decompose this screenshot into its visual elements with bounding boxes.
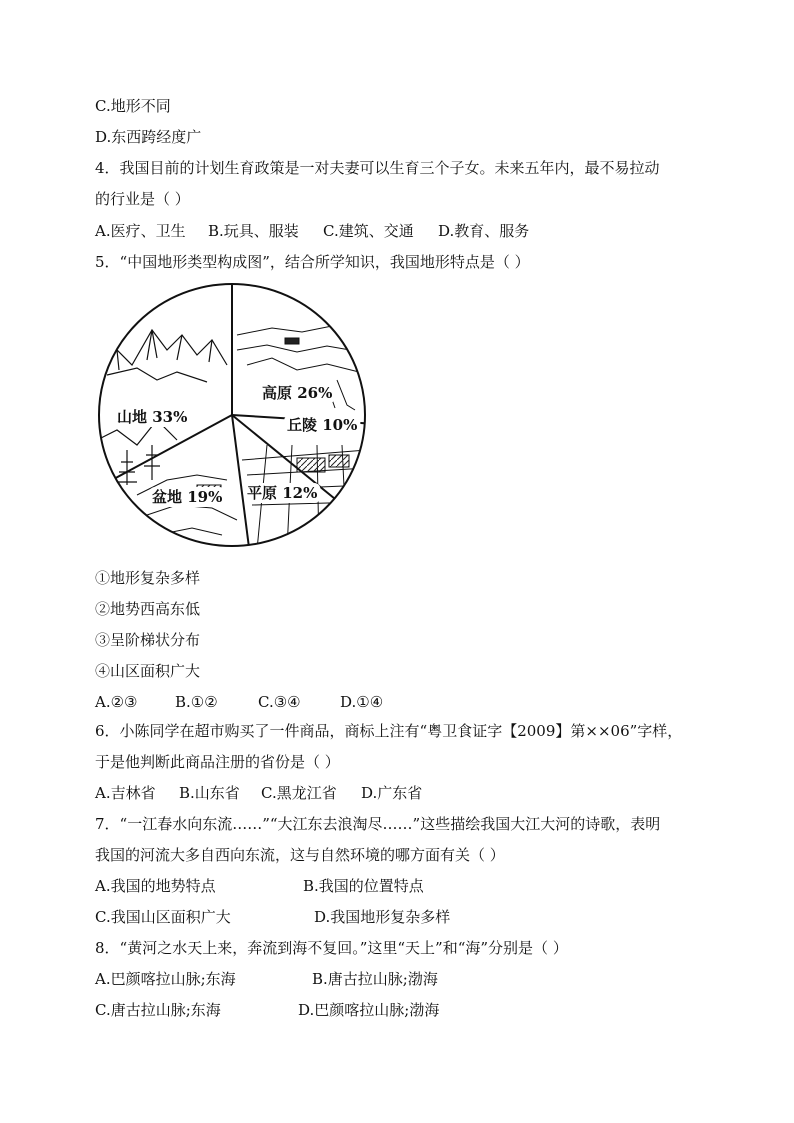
pie-slice-盆地 xyxy=(232,415,249,545)
q5-statement-3: ③呈阶梯状分布 xyxy=(95,631,201,649)
q6-option-d: D.广东省 xyxy=(361,784,423,802)
q8-option-c: C.唐古拉山脉;东海 xyxy=(95,1001,221,1019)
q8-option-d: D.巴颜喀拉山脉;渤海 xyxy=(298,1001,440,1019)
q7-option-d: D.我国地形复杂多样 xyxy=(314,908,451,926)
q6-stem-line1: 6．小陈同学在超市购买了一件商品，商标上注有“粤卫食证字【2009】第××06”字样， xyxy=(95,722,683,740)
q4-stem-line2: 的行业是（ ） xyxy=(95,190,190,208)
q4-option-d: D.教育、服务 xyxy=(438,222,530,240)
q4-option-c: C.建筑、交通 xyxy=(323,222,414,240)
q5-statement-4: ④山区面积广大 xyxy=(95,662,201,680)
q8-option-a: A.巴颜喀拉山脉;东海 xyxy=(95,970,236,988)
q3-option-c: C.地形不同 xyxy=(95,97,171,115)
q8-stem: 8．“黄河之水天上来，奔流到海不复回。”这里“天上”和“海”分别是（ ） xyxy=(95,939,568,957)
q6-option-a: A.吉林省 xyxy=(95,784,156,802)
q5-statement-2: ②地势西高东低 xyxy=(95,600,201,618)
q5-statement-1: ①地形复杂多样 xyxy=(95,569,201,587)
q7-stem-line1: 7．“一江春水向东流……”“大江东去浪淘尽……”这些描绘我国大江大河的诗歌，表明 xyxy=(95,815,661,833)
q7-option-a: A.我国的地势特点 xyxy=(95,877,216,895)
pie-label-平原: 平原 12% xyxy=(247,484,318,502)
q5-option-a: A.②③ xyxy=(95,693,138,711)
pie-label-丘陵: 丘陵 10% xyxy=(287,416,358,434)
q4-option-a: A.医疗、卫生 xyxy=(95,222,186,240)
pie-label-山地: 山地 33% xyxy=(117,408,188,426)
q6-stem-line2: 于是他判断此商品注册的省份是（ ） xyxy=(95,753,340,771)
terrain-pie-chart xyxy=(97,280,367,552)
q7-option-b: B.我国的位置特点 xyxy=(303,877,424,895)
pie-label-盆地: 盆地 19% xyxy=(152,488,223,506)
q5-stem: 5．“中国地形类型构成图”，结合所学知识，我国地形特点是（ ） xyxy=(95,253,530,271)
q7-option-c: C.我国山区面积广大 xyxy=(95,908,231,926)
q7-stem-line2: 我国的河流大多自西向东流，这与自然环境的哪方面有关（ ） xyxy=(95,846,505,864)
pie-label-高原: 高原 26% xyxy=(262,384,333,402)
q3-option-d: D.东西跨经度广 xyxy=(95,128,202,146)
q6-option-c: C.黑龙江省 xyxy=(261,784,337,802)
q8-option-b: B.唐古拉山脉;渤海 xyxy=(312,970,438,988)
terrain-pie-figure xyxy=(97,280,367,552)
q4-stem-line1: 4．我国目前的计划生育政策是一对夫妻可以生育三个子女。未来五年内，最不易拉动 xyxy=(95,159,660,177)
q5-option-c: C.③④ xyxy=(258,693,301,711)
q5-option-d: D.①④ xyxy=(340,693,384,711)
q5-option-b: B.①② xyxy=(175,693,218,711)
q6-option-b: B.山东省 xyxy=(179,784,240,802)
q4-option-b: B.玩具、服装 xyxy=(208,222,299,240)
